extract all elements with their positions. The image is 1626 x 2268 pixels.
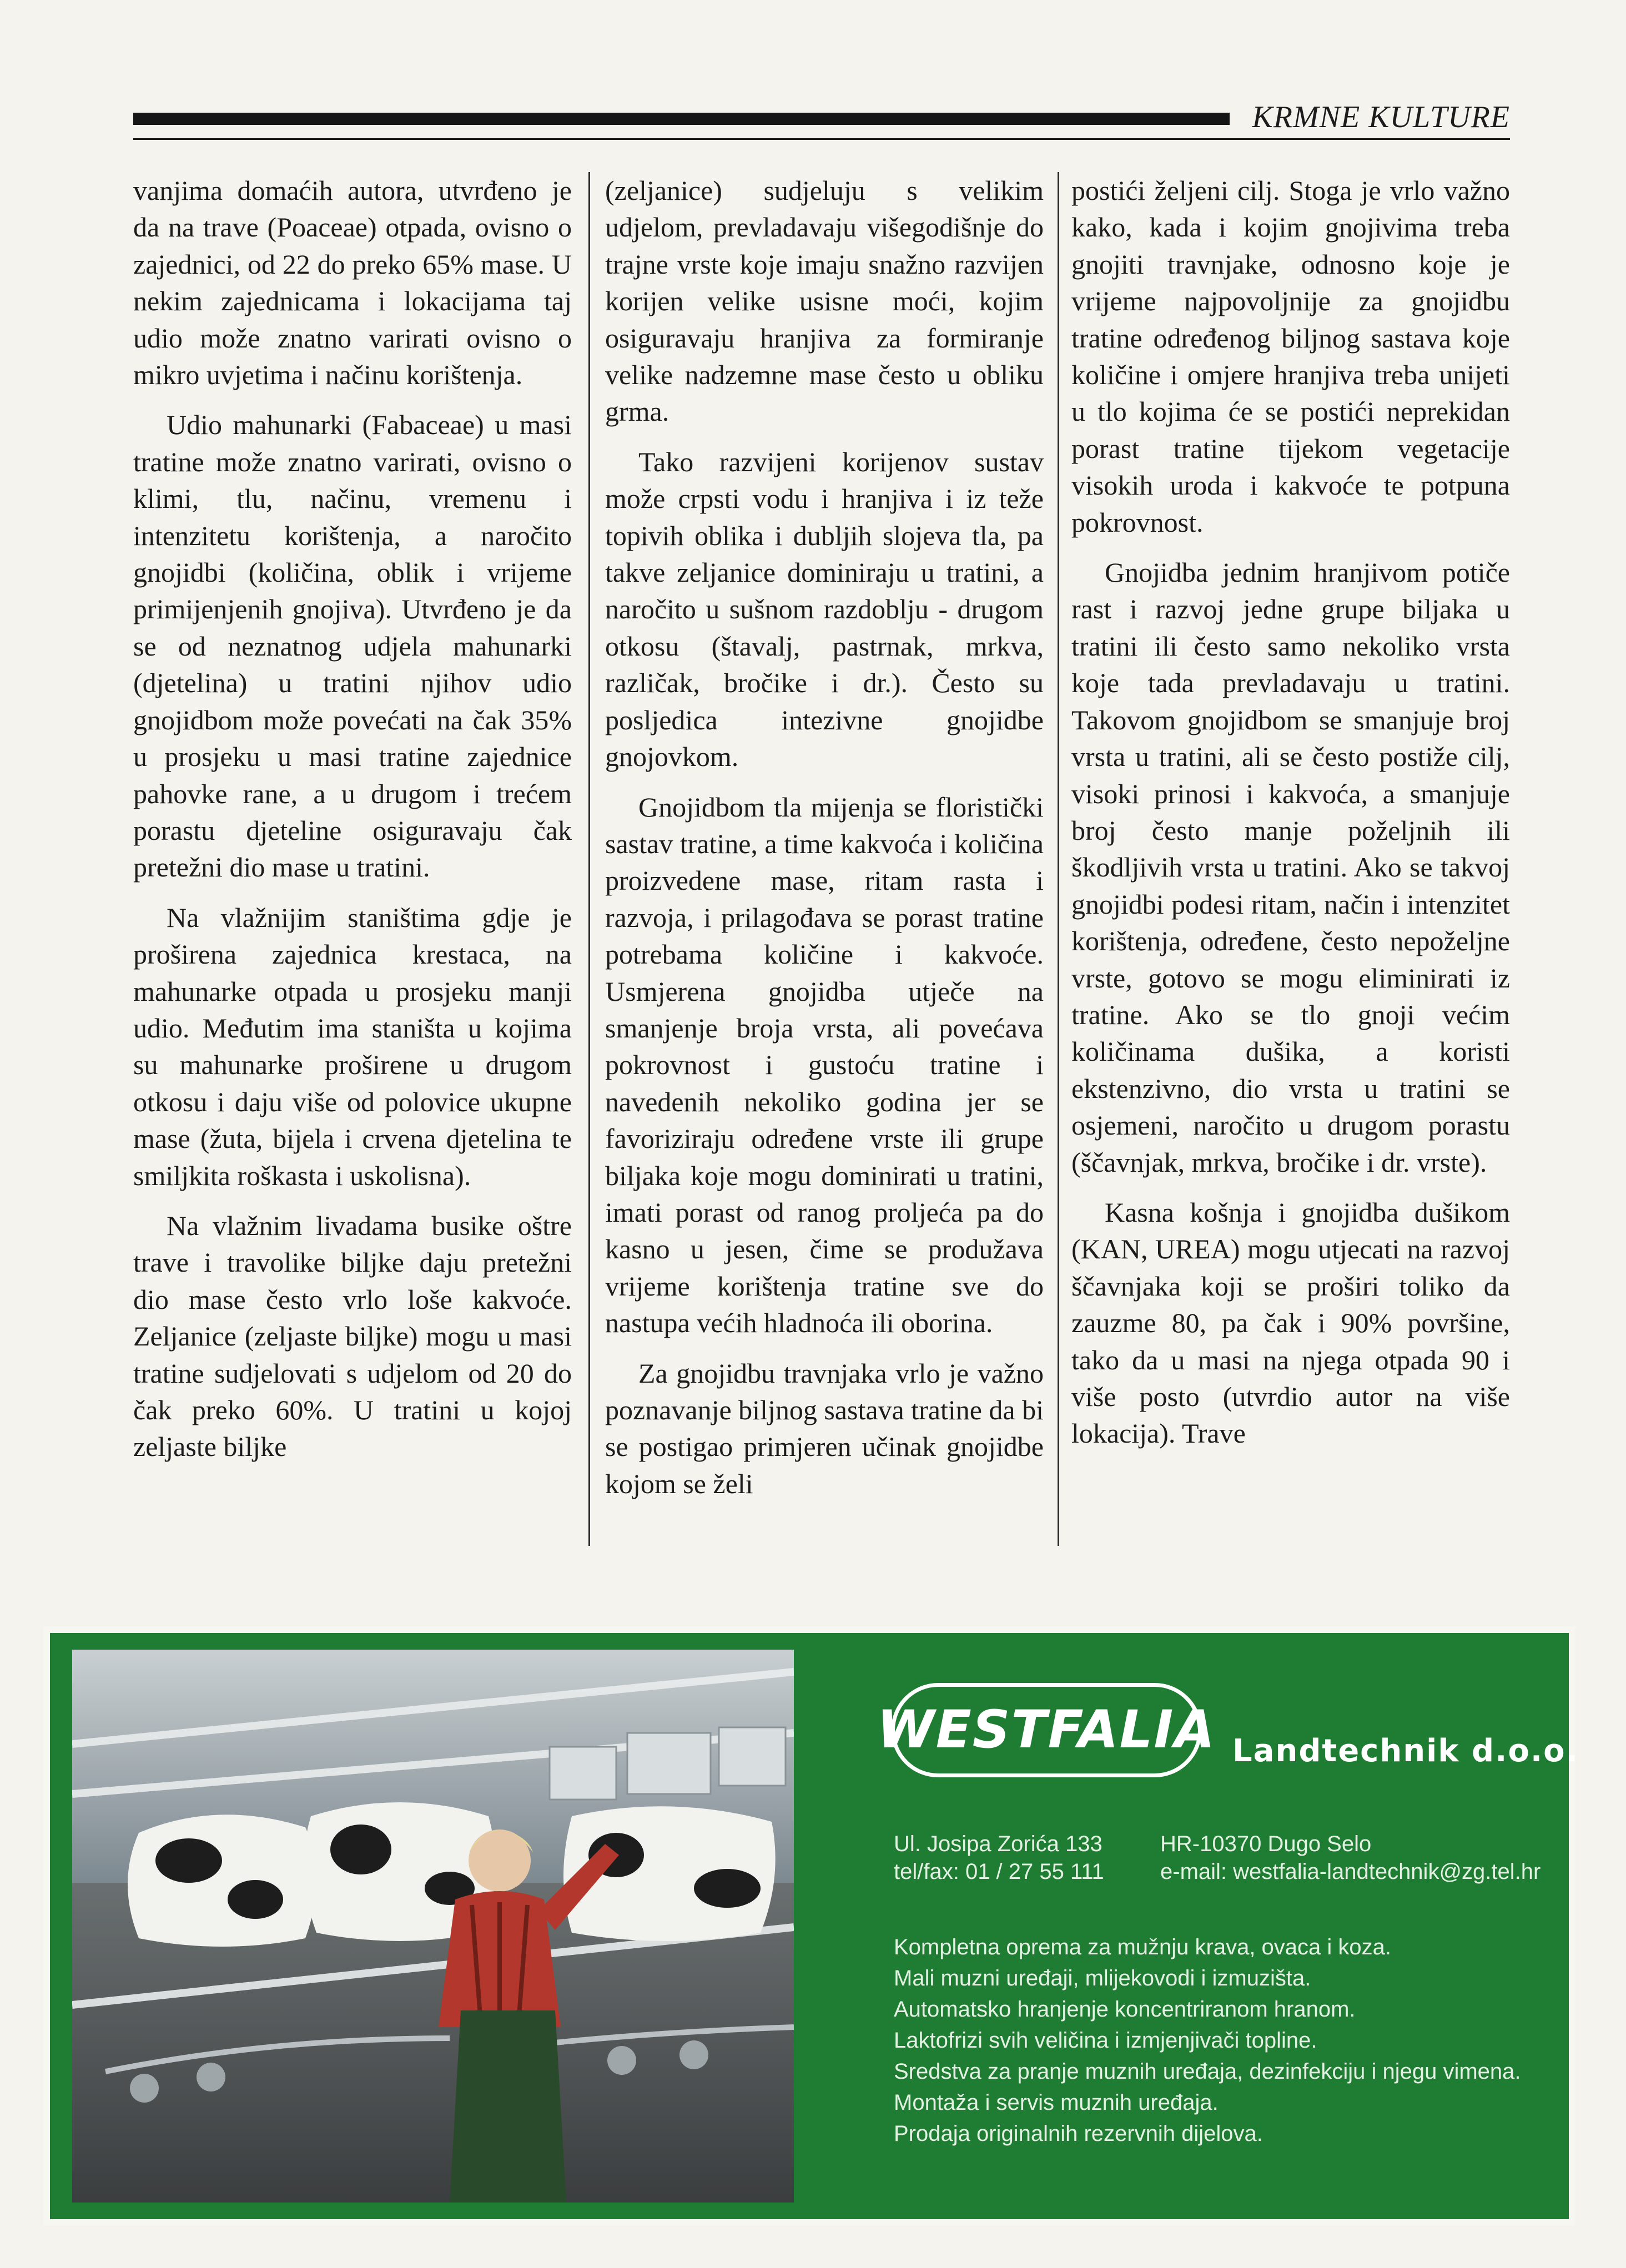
features-list: [894, 1932, 1549, 2149]
paragraph: (zeljanice) sudjeluju s velikim udjelom, prevladavaju višegodišnje do trajne vrste koje imaju snažno razvijen korijen velike usisne moći, kojim osiguravaju hranjiva za formiranje velike nadzemne mase često u obliku grma.: [605, 175, 1044, 427]
paragraph: Na vlažnim livadama busike oštre trave i travolike biljke daju pretežni dio mase često vrlo loše kakvoće. Zeljanice (zeljaste biljke) mogu u masi tratine sudjelovati s udjelom od 20 do čak preko 60%. U tratini u kojoj zeljaste biljke: [133, 1209, 572, 1463]
paragraph: postići željeni cilj. Stoga je vrlo važno kako, kada i kojim gnojivima treba gnojiti travnjake, odnosno koje je vrijeme najpovoljnije za gnojidbu tratine određenog biljnog sastava koje količine i omjere hranjiva treba unijeti u tlo kojima će se postići neprekidan porast tratine tijekom vegetacije visokih uroda i kakvoće te potpuna pokrovnost.: [1071, 175, 1510, 538]
photo-illustration: [72, 1650, 794, 2203]
advertisement: [43, 1626, 1579, 2226]
westfalia-logo: [877, 1683, 1216, 1777]
paragraph: Gnojidbom tla mijenja se floristički sastav tratine, a time kakvoća i količina proizvedene mase, ritam rasta i razvoja, i prilagođava se porast tratine potrebama količine i kakvoće. Usmjerena gnojidba utječe na smanjenje broja vrsta, ali povećava pokrovnost i gustoću tratine i navedenih nekoliko godina jer se favoriziraju određene vrste ili grupe biljaka koje mogu dominirati u tratini, imati porast od ranog proljeća pa do kasno u jesen, čime se produžava vrijeme korištenja tratine sve do nastupa većih hladnoća ili oborina.: [605, 791, 1044, 1339]
header-rule: [133, 138, 1510, 140]
paragraph: Tako razvijeni korijenov sustav može crpsti vodu i hranjiva i iz teže topivih oblika i dubljih slojeva tla, pa takve zeljanice dominiraju u tratini, a naročito u sušnom razdoblju - drugom otkosu (štavalj, pastrnak, mrkva, različak, bročike i dr.). Često su posljedica intezivne gnojidbe gnojovkom.: [605, 446, 1044, 773]
address-email: e-mail: westfalia-landtechnik@zg.tel.hr: [1160, 1859, 1541, 1884]
feature-item: Automatsko hranjenje koncentriranom hranom.: [894, 1997, 1356, 2022]
column-divider: [1058, 172, 1059, 1546]
feature-item: Montaža i servis muznih uređaja.: [894, 2090, 1219, 2115]
milking-parlour-photo: [72, 1650, 794, 2203]
header-bar: [133, 113, 1230, 125]
paragraph: Za gnojidbu travnjaka vrlo je važno poznavanje biljnog sastava tratine da bi se postigao primjeren učinak gnojidbe kojom se želi: [605, 1357, 1044, 1499]
feature-item: Sredstva za pranje muznih uređaja, dezinfekciju i njegu vimena.: [894, 2059, 1521, 2084]
address-street: Ul. Josipa Zorića 133: [894, 1832, 1103, 1856]
article-column-2: [605, 172, 1044, 1560]
paragraph: Kasna košnja i gnojidba dušikom (KAN, UREA) mogu utjecati na razvoj ščavnjaka koji se proširi toliko da zauzme 80, pa čak i 90% površine, tako da u masi na njega otpada 90 i više posto (utvrdio autor na više lokacija). Trave: [1071, 1196, 1510, 1449]
ad-panel: [50, 1633, 1579, 2219]
feature-item: Prodaja originalnih rezervnih dijelova.: [894, 2121, 1263, 2146]
company-name: Landtechnik d.o.o.: [1232, 1733, 1579, 1769]
feature-item: Kompletna oprema za mužnju krava, ovaca i koza.: [894, 1935, 1391, 1959]
article-column-3: [1071, 172, 1510, 1560]
paragraph: Gnojidba jednim hranjivom potiče rast i razvoj jedne grupe biljaka u tratini ili često samo nekoliko vrsta koje tada prevladavaju u tratini. Takovom gnojidbom se smanjuje broj vrsta u tratini, ali se često postiže cilj, visoki prinosi i kakvoća, a smanjuje broj često manje poželjnih ili škodljivih vrsta u tratini. Ako se takvoj gnojidbi podesi ritam, način i intenzitet korištenja, određene, često nepoželjne vrste, gotovo se mogu eliminirati iz tratine. Ako se tlo gnoji većim količinama dušika, a koristi ekstenzivno, dio vrsta u tratini se osjemeni, naročito u drugom porastu (ščavnjak, mrkva, bročike i dr. vrste).: [1071, 557, 1510, 1178]
feature-item: Laktofrizi svih veličina i izmjenjivači topline.: [894, 2028, 1317, 2053]
address-city: HR-10370 Dugo Selo: [1160, 1832, 1372, 1856]
feature-item: Mali muzni uređaji, mlijekovodi i izmuzišta.: [894, 1966, 1311, 1990]
paragraph: Na vlažnijim staništima gdje je proširena zajednica krestaca, na mahunarke otpada u prosjeku manji udio. Međutim ima staništa u kojima su mahunarke proširene u drugom otkosu i daju više od polovice ukupne mase (žuta, bijela i crvena djetelina te smiljkita roškasta i uskolisna).: [133, 901, 572, 1191]
article-column-1: [133, 172, 572, 1560]
logo-text: WESTFALIA: [877, 1700, 1216, 1760]
section-title: KRMNE KULTURE: [1252, 100, 1510, 134]
paragraph: Udio mahunarki (Fabaceae) u masi tratine može znatno varirati, ovisno o klimi, tlu, načinu, vremenu i intenzitetu korištenja, a naročito gnojidbi (količina, oblik i vrijeme primijenjenih gnojiva). Utvrđeno je da se od neznatnog udjela mahunarki (djetelina) u tratini njihov udio gnojidbom može povećati na čak 35% u prosjeku u masi tratine zajednice pahovke rane, a u drugom i trećem porastu djeteline osiguravaju čak pretežni dio mase u tratini.: [133, 409, 572, 883]
column-divider: [588, 172, 590, 1546]
paragraph: vanjima domaćih autora, utvrđeno je da na trave (Poaceae) otpada, ovisno o zajednici, od 22 do preko 65% mase. U nekim zajednicama i lokacijama taj udio može znatno varirati ovisno o mikro uvjetima i načinu korištenja.: [133, 175, 572, 391]
address-phone: tel/fax: 01 / 27 55 111: [894, 1859, 1104, 1884]
